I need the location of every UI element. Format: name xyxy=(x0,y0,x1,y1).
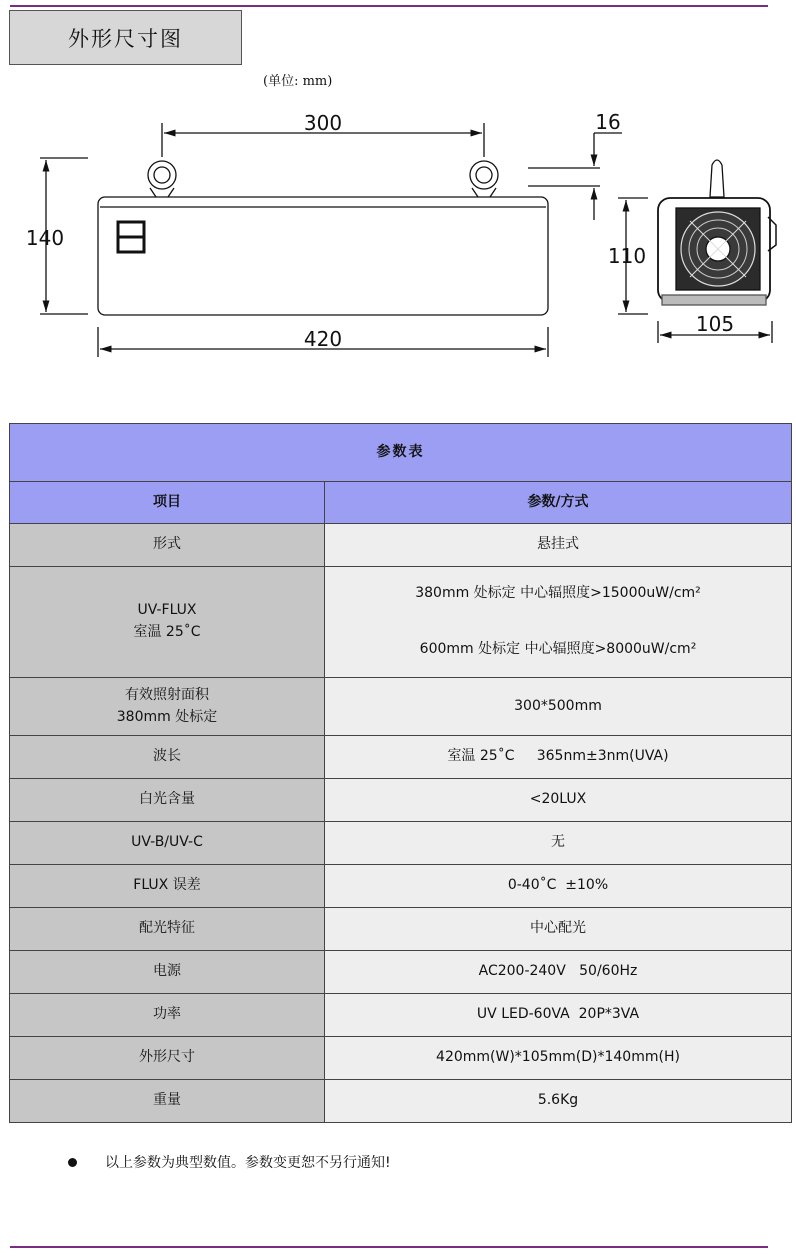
dim-16: 16 xyxy=(595,110,621,134)
value-line: 0-40˚C ±10% xyxy=(507,877,609,894)
value-line: 悬挂式 xyxy=(537,536,579,553)
label-line: 波长 xyxy=(153,748,181,765)
unit-note: (单位: mm) xyxy=(263,74,333,89)
table-row xyxy=(10,951,792,994)
row-label xyxy=(10,524,325,567)
dim-105: 105 xyxy=(695,312,735,336)
table-caption: 参数表 xyxy=(10,424,792,482)
row-label xyxy=(10,736,325,779)
row-value xyxy=(325,951,792,994)
label-line: 功率 xyxy=(153,1006,181,1023)
top-divider xyxy=(10,5,768,7)
table-row xyxy=(10,779,792,822)
label-line: 形式 xyxy=(153,536,181,553)
label-line: 配光特征 xyxy=(139,920,195,937)
row-value xyxy=(325,736,792,779)
row-label xyxy=(10,822,325,865)
header-value: 参数/方式 xyxy=(325,482,792,524)
value-line: UV LED-60VA 20P*3VA xyxy=(476,1006,640,1023)
value-line: AC200-240V 50/60Hz xyxy=(478,963,638,980)
table-row xyxy=(10,865,792,908)
row-value xyxy=(325,822,792,865)
row-label xyxy=(10,1080,325,1123)
row-label xyxy=(10,865,325,908)
table-row xyxy=(10,678,792,736)
left-hook xyxy=(148,161,176,197)
value-line: 5.6Kg xyxy=(537,1092,579,1109)
label-line: UV-FLUX xyxy=(137,602,197,619)
row-value xyxy=(325,524,792,567)
row-value xyxy=(325,1080,792,1123)
front-view xyxy=(98,161,548,315)
table-row xyxy=(10,908,792,951)
row-label xyxy=(10,1037,325,1080)
side-view xyxy=(658,160,776,305)
table-row xyxy=(10,1037,792,1080)
row-label xyxy=(10,908,325,951)
label-line: UV-B/UV-C xyxy=(131,834,203,851)
row-label xyxy=(10,567,325,678)
dim-420: 420 xyxy=(303,327,343,351)
value-line: 无 xyxy=(551,834,565,851)
row-label xyxy=(10,994,325,1037)
dim-300: 300 xyxy=(303,111,343,135)
row-value xyxy=(325,865,792,908)
value-line: 600mm 处标定 中心辐照度>8000uW/cm² xyxy=(419,641,697,657)
value-line: 中心配光 xyxy=(530,920,586,937)
label-line: 白光含量 xyxy=(139,791,195,808)
row-value xyxy=(325,678,792,736)
bottom-divider xyxy=(10,1246,768,1248)
table-row xyxy=(10,567,792,678)
value-line: 420mm(W)*105mm(D)*140mm(H) xyxy=(436,1049,680,1066)
parameter-table xyxy=(9,423,792,1123)
header-item: 项目 xyxy=(10,482,325,524)
table-row xyxy=(10,524,792,567)
row-value xyxy=(325,779,792,822)
dim-140: 140 xyxy=(25,226,65,250)
value-line: 380mm 处标定 中心辐照度>15000uW/cm² xyxy=(415,585,701,602)
value-line: 室温 25˚C 365nm±3nm(UVA) xyxy=(447,748,669,765)
label-line: 外形尺寸 xyxy=(139,1049,195,1066)
bullet-icon xyxy=(68,1158,77,1167)
value-line: 300*500mm xyxy=(514,697,602,714)
table-row xyxy=(10,822,792,865)
right-hook xyxy=(470,161,498,197)
table-header-row xyxy=(10,482,792,524)
row-value xyxy=(325,567,792,678)
dim-110: 110 xyxy=(607,244,647,268)
label-line: 380mm 处标定 xyxy=(116,708,218,725)
row-label xyxy=(10,779,325,822)
footnote-text: 以上参数为典型数值。参数变更恕不另行通知! xyxy=(105,1155,391,1171)
label-line: 有效照射面积 xyxy=(125,686,209,703)
label-line: 室温 25˚C xyxy=(133,624,201,640)
dimension-drawing xyxy=(0,95,796,365)
row-label xyxy=(10,951,325,994)
row-value xyxy=(325,994,792,1037)
table-row xyxy=(10,994,792,1037)
table-row xyxy=(10,1080,792,1123)
value-line: <20LUX xyxy=(529,791,587,808)
footnote xyxy=(68,1152,391,1172)
section-title: 外形尺寸图 xyxy=(9,10,242,65)
label-line: FLUX 误差 xyxy=(133,877,201,894)
row-label xyxy=(10,678,325,736)
row-value xyxy=(325,1037,792,1080)
label-line: 电源 xyxy=(153,963,181,980)
label-line: 重量 xyxy=(153,1092,181,1109)
row-value xyxy=(325,908,792,951)
table-row xyxy=(10,736,792,779)
